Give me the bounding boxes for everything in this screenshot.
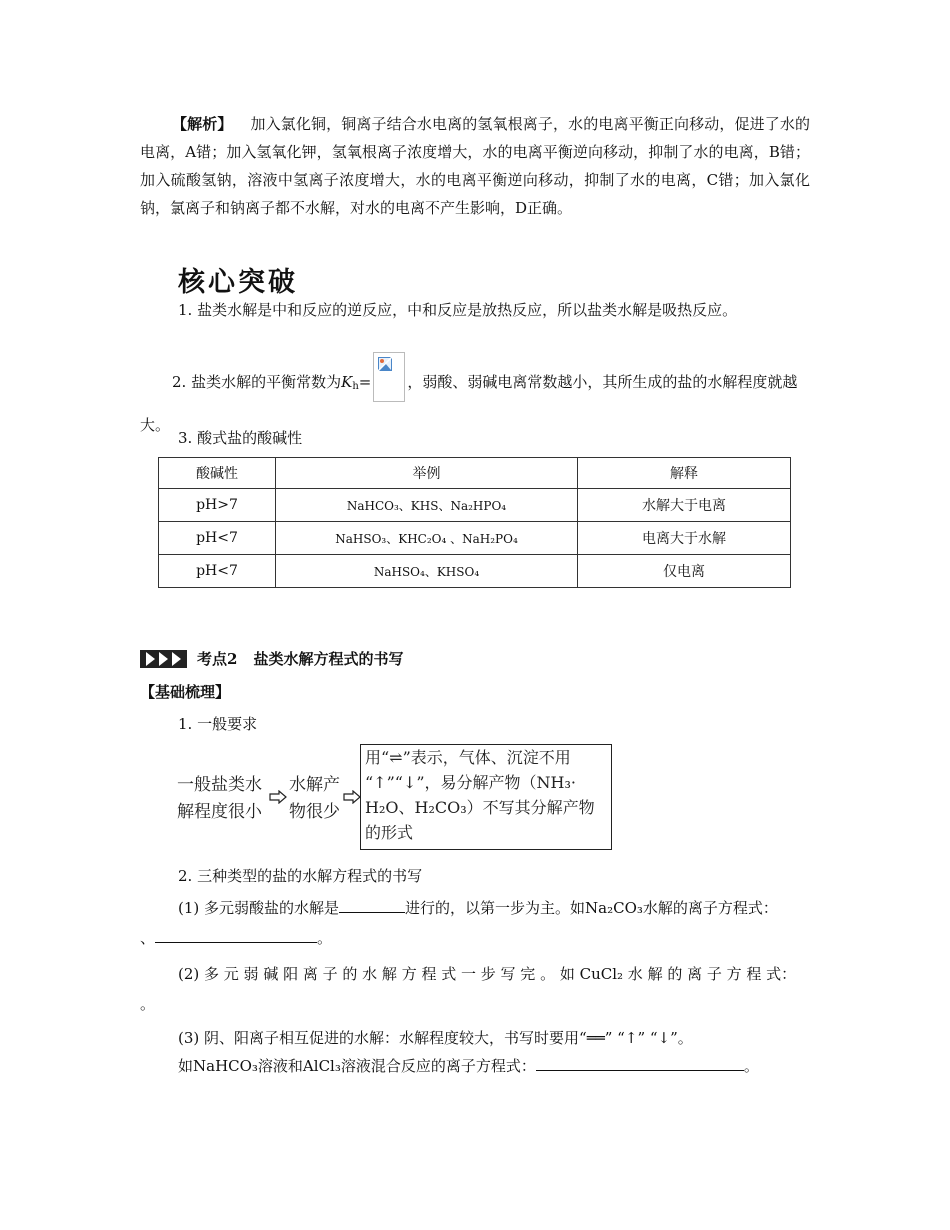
triple-arrow-icon <box>140 650 187 668</box>
core-point-1: 1. 盐类水解是中和反应的逆反应，中和反应是放热反应，所以盐类水解是吸热反应。 <box>178 301 738 319</box>
core-point-2-tail: ，弱酸、弱碱电离常数越小，其所生成的盐的水解程度就越大。 <box>140 373 798 434</box>
sub-item-3-text-c: ” “ <box>637 1029 658 1047</box>
core-point-3: 3. 酸式盐的酸碱性 <box>178 429 303 447</box>
equal-symbol: ══ <box>586 1029 605 1047</box>
table-cell: 电离大于水解 <box>578 522 791 555</box>
sub-item-1-cont <box>140 924 332 952</box>
diagram-box-line-4: 的形式 <box>365 823 414 842</box>
sub-item-1 <box>178 894 818 922</box>
hollow-arrow-icon <box>269 790 287 804</box>
broken-image-icon <box>378 357 392 371</box>
table-cell: 仅电离 <box>578 555 791 588</box>
diagram-left-line-1: 一般盐类水 <box>177 775 262 795</box>
diagram-rule-box <box>360 744 612 850</box>
basic-item-1: 1. 一般要求 <box>178 715 258 733</box>
basic-section-title: 【基础梳理】 <box>140 683 231 701</box>
table-cell: pH>7 <box>159 489 276 522</box>
table-row <box>159 522 791 555</box>
table-cell: NaHCO₃、KHS、Na₂HPO₄ <box>276 489 578 522</box>
diagram-box-line-3: H₂O、H₂CO₃）不写其分解产物 <box>365 798 595 817</box>
hollow-arrow-icon <box>343 790 361 804</box>
table-row <box>159 489 791 522</box>
sub-item-2-end: 。 <box>140 995 156 1013</box>
table-header-row <box>159 458 791 489</box>
table-cell: pH<7 <box>159 522 276 555</box>
equals-sign: = <box>358 373 372 391</box>
sub-item-3-cont <box>178 1052 759 1080</box>
table-header-cell: 解释 <box>578 458 791 489</box>
formula-image-placeholder <box>373 352 405 402</box>
table-cell: 水解大于电离 <box>578 489 791 522</box>
sub-item-3-text-b: ” “ <box>604 1029 625 1047</box>
sub-item-1-end: 。 <box>317 929 333 947</box>
table-header-cell: 举例 <box>276 458 578 489</box>
sub-item-3-text-e: 如NaHCO₃溶液和AlCl₃溶液混合反应的离子方程式： <box>178 1057 536 1075</box>
sub-item-2: (2) 多 元 弱 碱 阳 离 子 的 水 解 方 程 式 一 步 写 完 。 如 CuCl₂ 水 解 的 离 子 方 程 式： <box>178 965 797 983</box>
table-cell: pH<7 <box>159 555 276 588</box>
sub-item-3 <box>178 1024 818 1052</box>
sub-item-1-text-a: (1) 多元弱酸盐的水解是 <box>178 899 340 917</box>
answer-blank[interactable] <box>536 1054 744 1071</box>
table-header-cell: 酸碱性 <box>159 458 276 489</box>
section-heading: 核心突破 <box>178 267 298 298</box>
diagram-box-line-1: 用“⇌”表示，气体、沉淀不用 <box>365 748 571 767</box>
analysis-text: 加入氯化铜，铜离子结合水电离的氢氧根离子，水的电离平衡正向移动，促进了水的电离，A错；加入氢氧化钾，氢氧根离子浓度增大，水的电离平衡逆向移动，抑制了水的电离，B错；加入硫酸氢钠，溶液中氢离子浓度增大，水的电离平衡逆向移动，抑制了水的电离，C错；加入氯化钠，氯离子和钠离子都不水解，对水的电离不产生影响，D正确。 <box>140 115 810 217</box>
hydrolysis-diagram <box>177 744 617 854</box>
analysis-label: 【解析】 <box>172 115 233 133</box>
sub-item-1-sep: 、 <box>140 929 156 947</box>
diagram-left-line-2: 解程度很小 <box>177 802 262 822</box>
answer-blank[interactable] <box>339 896 405 913</box>
kaodian-label: 考点2 <box>197 650 238 668</box>
diagram-mid-line-1: 水解产 <box>289 775 340 795</box>
table-cell: NaHSO₄、KHSO₄ <box>276 555 578 588</box>
analysis-paragraph <box>140 110 810 222</box>
answer-blank[interactable] <box>155 926 317 943</box>
kh-subscript: h <box>352 381 359 392</box>
diagram-box-line-2: “↑”“↓”，易分解产物（NH₃· <box>365 773 576 792</box>
core-point-2-text: 2. 盐类水解的平衡常数为 <box>172 373 342 391</box>
sub-item-1-text-b: 进行的，以第一步为主。如Na₂CO₃水解的离子方程式： <box>405 899 778 917</box>
sub-item-3-end: 。 <box>743 1057 759 1075</box>
arrow-down-icon: ↓ <box>657 1029 671 1047</box>
kaodian-title: 盐类水解方程式的书写 <box>253 650 404 668</box>
basic-item-2: 2. 三种类型的盐的水解方程式的书写 <box>178 867 423 885</box>
sub-item-3-text-a: (3) 阴、阳离子相互促进的水解：水解程度较大，书写时要用“ <box>178 1029 587 1047</box>
arrow-up-icon: ↑ <box>624 1029 638 1047</box>
kh-symbol: K <box>341 373 353 391</box>
table-row <box>159 555 791 588</box>
sub-item-3-text-d: ”。 <box>670 1029 693 1047</box>
acid-salt-table <box>158 457 791 588</box>
table-cell: NaHSO₃、KHC₂O₄ 、NaH₂PO₄ <box>276 522 578 555</box>
kaodian-heading <box>140 648 403 669</box>
diagram-mid-line-2: 物很少 <box>289 802 340 822</box>
